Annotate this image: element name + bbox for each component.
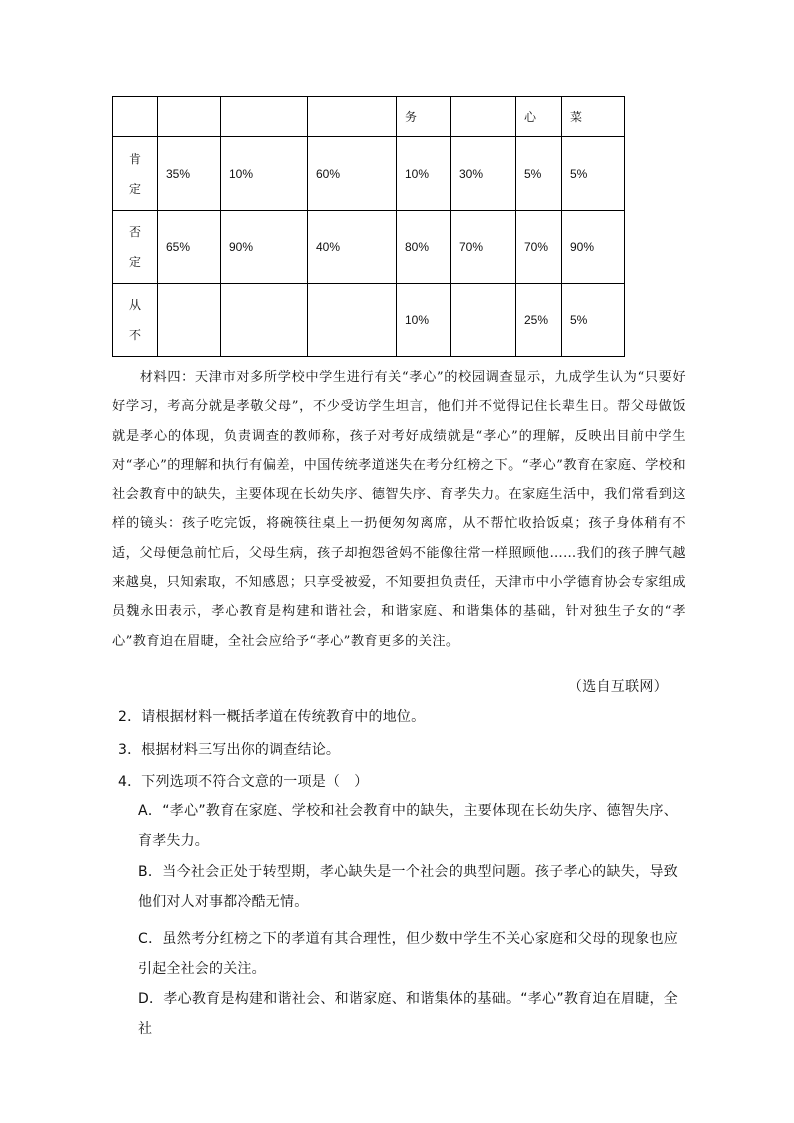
table-cell: 务: [397, 97, 451, 137]
table-cell: 40%: [308, 211, 397, 284]
table-row: [113, 284, 625, 357]
option-d: D．孝心教育是构建和谐社会、和谐家庭、和谐集体的基础。“孝心”教育迫在眉睫，全社: [138, 991, 678, 1037]
question-3: 3．根据材料三写出你的调查结论。: [118, 742, 341, 758]
table-cell: 心: [516, 97, 562, 137]
table-cell: 5%: [516, 137, 562, 211]
table-cell: 菜: [562, 97, 625, 137]
source-note: （选自互联网）: [567, 679, 668, 695]
table-cell: 10%: [397, 284, 451, 357]
row-label: 否 定: [113, 211, 158, 284]
table-cell: 30%: [451, 137, 516, 211]
table-cell: [221, 284, 308, 357]
table-header-row: [113, 97, 625, 137]
table-cell: [308, 97, 397, 137]
survey-table: [112, 96, 625, 357]
table-cell: 70%: [451, 211, 516, 284]
table-row: [113, 211, 625, 284]
row-label: 肯 定: [113, 137, 158, 211]
table-cell: 10%: [221, 137, 308, 211]
table-cell: 10%: [397, 137, 451, 211]
table-cell: [158, 284, 221, 357]
table-cell: 60%: [308, 137, 397, 211]
table-cell: [451, 97, 516, 137]
table-cell: 70%: [516, 211, 562, 284]
table-cell: 65%: [158, 211, 221, 284]
table-cell: 25%: [516, 284, 562, 357]
table-cell: [221, 97, 308, 137]
table-cell: [158, 97, 221, 137]
row-label: 从 不: [113, 284, 158, 357]
material-four-passage: [112, 363, 686, 656]
table-cell: 90%: [221, 211, 308, 284]
option-a: A．“孝心”教育在家庭、学校和社会教育中的缺失，主要体现在长幼失序、德智失序、育孝失力。: [138, 803, 678, 849]
table-cell: 5%: [562, 137, 625, 211]
passage-text: 材料四：天津市对多所学校中学生进行有关“孝心”的校园调查显示，九成学生认为“只要好好学习，考高分就是孝敬父母”，不少受访学生坦言，他们并不觉得记住长辈生日。帮父母做饭就是孝心的体现，负责调查的教师称，孩子对考好成绩就是“孝心”的理解，反映出目前中学生对“孝心”的理解和执行有偏差，中国传统孝道迷失在考分红榜之下。“孝心”教育在家庭、学校和社会教育中的缺失，主要体现在长幼失序、德智失序、育孝失力。在家庭生活中，我们常看到这样的镜头：孩子吃完饭，将碗筷往桌上一扔便匆匆离席，从不帮忙收拾饭桌；孩子身体稍有不适，父母便急前忙后，父母生病，孩子却抱怨爸妈不能像往常一样照顾他……我们的孩子脾气越来越臭，只知索取，不知感恩；只享受被爱，不知要担负责任，天津市中小学德育协会专家组成员魏永田表示，孝心教育是构建和谐社会，和谐家庭、和谐集体的基础，针对独生子女的“孝心”教育迫在眉睫，全社会应给予“孝心”教育更多的关注。: [112, 370, 686, 649]
table-cell: 35%: [158, 137, 221, 211]
question-4: 4．下列选项不符合文意的一项是（ ）: [118, 774, 369, 790]
option-c: C．虽然考分红榜之下的孝道有其合理性，但少数中学生不关心家庭和父母的现象也应引起全社会的关注。: [138, 931, 678, 977]
table-cell: [113, 97, 158, 137]
table-cell: 5%: [562, 284, 625, 357]
option-b: B．当今社会正处于转型期，孝心缺失是一个社会的典型问题。孩子孝心的缺失，导致他们对人对事都冷酷无情。: [138, 864, 678, 910]
table-cell: [451, 284, 516, 357]
table-cell: 90%: [562, 211, 625, 284]
table-cell: 80%: [397, 211, 451, 284]
question-2: 2．请根据材料一概括孝道在传统教育中的地位。: [118, 709, 426, 725]
table-cell: [308, 284, 397, 357]
table-row: [113, 137, 625, 211]
